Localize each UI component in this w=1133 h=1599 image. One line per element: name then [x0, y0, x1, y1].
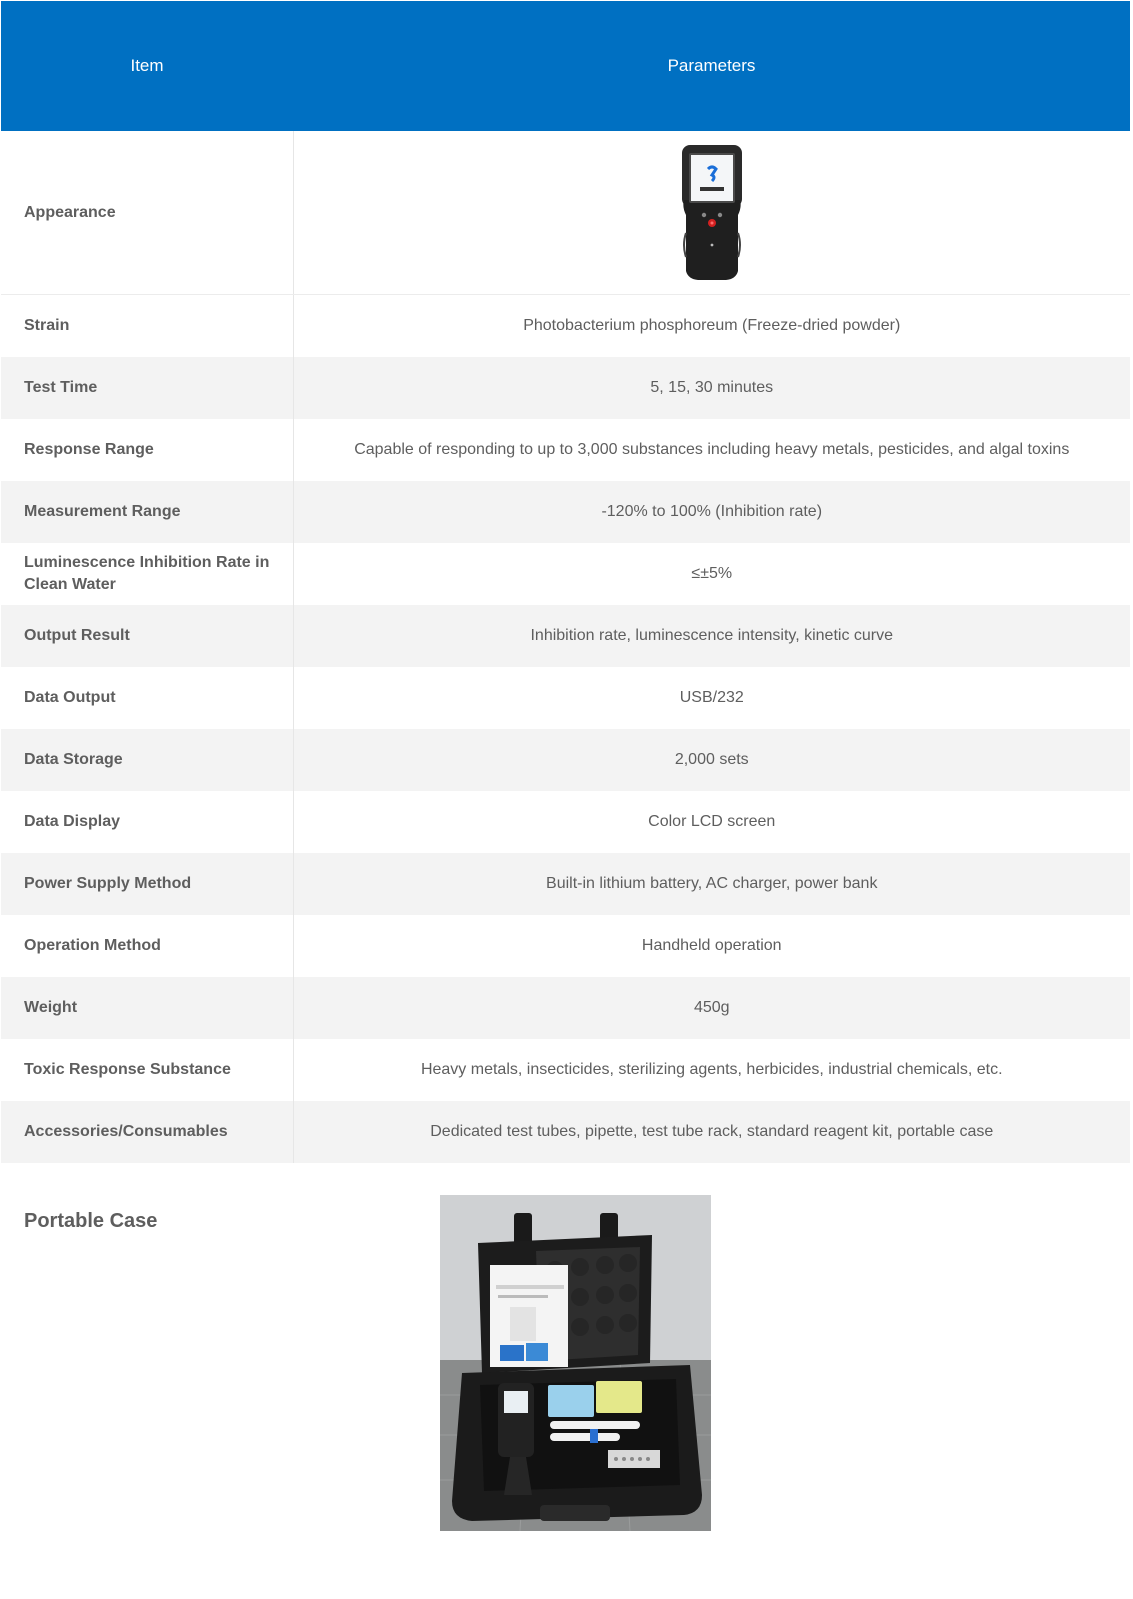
table-row [1, 419, 1130, 481]
table-row [1, 295, 1130, 358]
table-row [1, 605, 1130, 667]
spec-table [1, 1, 1130, 1163]
table-row [1, 481, 1130, 543]
row-label: Luminescence Inhibition Rate in Clean Water [1, 543, 293, 605]
table-row [1, 729, 1130, 791]
row-label: Test Time [1, 357, 293, 419]
row-label: Operation Method [1, 915, 293, 977]
table-row [1, 667, 1130, 729]
row-value: USB/232 [293, 667, 1130, 729]
row-label: Output Result [1, 605, 293, 667]
portable-case-photo [440, 1195, 711, 1531]
row-value: ≤±5% [293, 543, 1130, 605]
portable-case-section [0, 1195, 1133, 1535]
table-row [1, 915, 1130, 977]
row-value: Heavy metals, insecticides, sterilizing agents, herbicides, industrial chemicals, etc. [293, 1039, 1130, 1101]
row-label: Appearance [1, 131, 293, 295]
row-value: 2,000 sets [293, 729, 1130, 791]
row-value: 5, 15, 30 minutes [293, 357, 1130, 419]
row-label: Response Range [1, 419, 293, 481]
header-item: Item [1, 1, 293, 131]
table-row [1, 977, 1130, 1039]
row-value: Photobacterium phosphoreum (Freeze-dried powder) [293, 295, 1130, 358]
table-row [1, 357, 1130, 419]
portable-case-title: Portable Case [24, 1210, 158, 1232]
appearance-image-cell [293, 131, 1130, 295]
header-parameters: Parameters [293, 1, 1130, 131]
row-label: Strain [1, 295, 293, 358]
row-value: Dedicated test tubes, pipette, test tube rack, standard reagent kit, portable case [293, 1101, 1130, 1163]
row-value: Capable of responding to up to 3,000 substances including heavy metals, pesticides, and algal toxins [293, 419, 1130, 481]
table-row [1, 1039, 1130, 1101]
row-label: Toxic Response Substance [1, 1039, 293, 1101]
row-label: Measurement Range [1, 481, 293, 543]
table-header [1, 1, 1130, 131]
row-value: Color LCD screen [293, 791, 1130, 853]
handheld-device-icon [682, 145, 742, 281]
row-label: Accessories/Consumables [1, 1101, 293, 1163]
row-value: Handheld operation [293, 915, 1130, 977]
table-row [1, 791, 1130, 853]
row-label: Data Output [1, 667, 293, 729]
table-row [1, 853, 1130, 915]
row-value: -120% to 100% (Inhibition rate) [293, 481, 1130, 543]
row-value: 450g [293, 977, 1130, 1039]
row-label: Power Supply Method [1, 853, 293, 915]
row-label: Weight [1, 977, 293, 1039]
row-label: Data Display [1, 791, 293, 853]
table-row-appearance [1, 131, 1130, 295]
table-row [1, 543, 1130, 605]
row-value: Inhibition rate, luminescence intensity, kinetic curve [293, 605, 1130, 667]
row-value: Built-in lithium battery, AC charger, power bank [293, 853, 1130, 915]
row-label: Data Storage [1, 729, 293, 791]
table-row [1, 1101, 1130, 1163]
